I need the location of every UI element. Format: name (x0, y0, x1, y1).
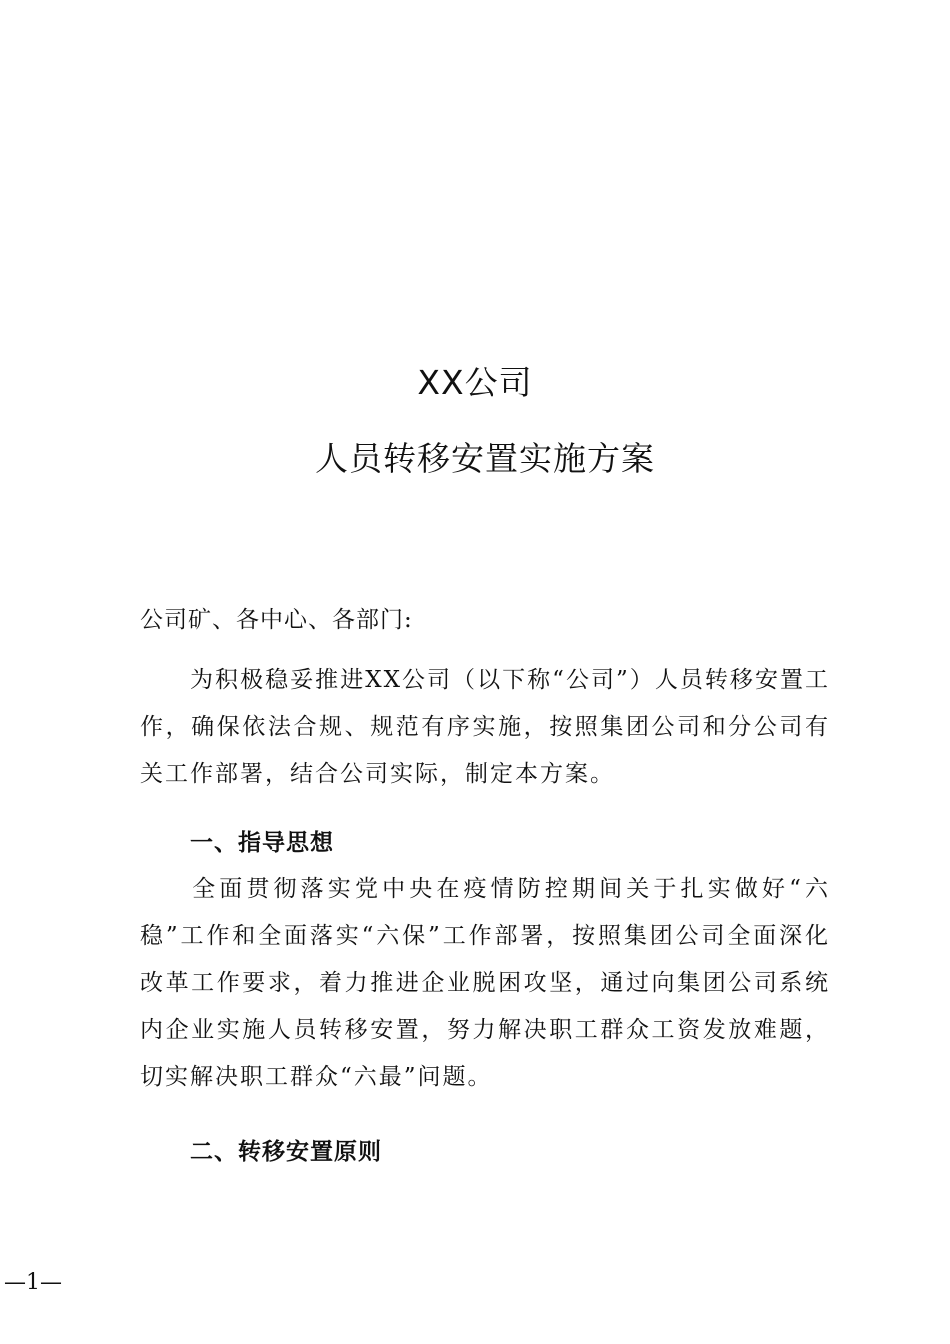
section1-heading: 一、指导思想 (190, 830, 334, 856)
page-number: —1— (4, 1270, 62, 1295)
section1-paragraph (140, 866, 830, 1101)
document-title-line2: 人员转移安置实施方案 (315, 439, 655, 478)
document-title-line1: XX公司 (417, 363, 533, 402)
salutation: 公司矿、各中心、各部门: (140, 607, 413, 633)
intro-paragraph-text: 为积极稳妥推进XX公司（以下称“公司”）人员转移安置工作，确保依法合规、规范有序实施，按照集团公司和分公司有关工作部署，结合公司实际，制定本方案。 (140, 667, 830, 787)
section1-paragraph-text: 全面贯彻落实党中央在疫情防控期间关于扎实做好“六稳”工作和全面落实“六保”工作部署，按照集团公司全面深化改革工作要求，着力推进企业脱困攻坚，通过向集团公司系统内企业实施人员转移安置，努力解决职工群众工资发放难题，切实解决职工群众“六最”问题。 (140, 876, 830, 1090)
section2-heading: 二、转移安置原则 (190, 1139, 382, 1165)
intro-paragraph (140, 657, 830, 798)
